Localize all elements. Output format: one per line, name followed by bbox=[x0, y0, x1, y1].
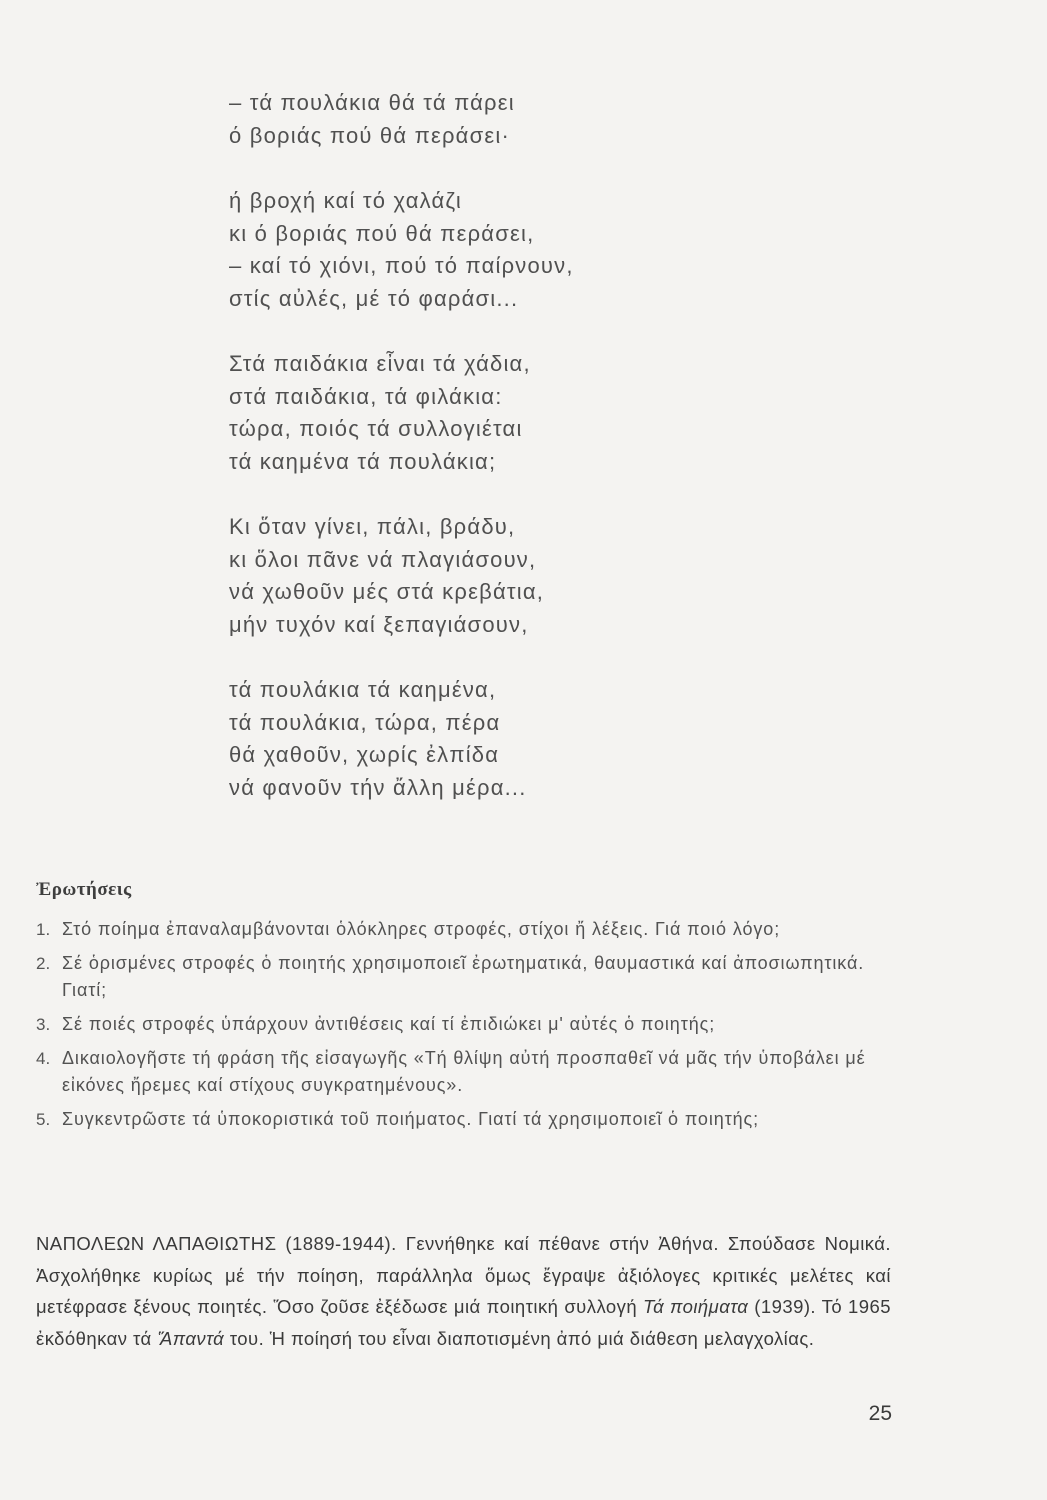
questions-list bbox=[36, 916, 896, 1133]
poem-line: ό βοριάς πού θά περάσει· bbox=[229, 122, 511, 148]
question-text: Συγκεντρῶστε τά ὑποκοριστικά τοῦ ποιήματος. Γιατί τά χρησιμοποιεῖ ὁ ποιητής; bbox=[62, 1109, 760, 1129]
poem-line: νά χωθοῦν μές στά κρεβάτια, bbox=[229, 579, 545, 604]
question-text: Δικαιολογῆστε τή φράση τῆς εἰσαγωγῆς «Τή θλίψη αὐτή προσπαθεῖ νά μᾶς τήν ὑποβάλει μέ εἰκόνες ἤρεμες καί στίχους συγκρατημένους». bbox=[62, 1048, 866, 1095]
poem-line: θά χαθοῦν, χωρίς ἐλπίδα bbox=[229, 742, 500, 767]
question-text: Σέ ὁρισμένες στροφές ὁ ποιητής χρησιμοποιεῖ ἐρωτηματικά, θαυμαστικά καί ἀποσιωπητικά. Γιατί; bbox=[62, 953, 865, 1000]
poem-line: μήν τυχόν καί ξεπαγιάσουν, bbox=[229, 611, 529, 637]
poem-stanza-3 bbox=[229, 348, 829, 478]
question-number: 1. bbox=[36, 920, 51, 939]
poem-line: στίς αὐλές, μέ τό φαράσι... bbox=[229, 285, 519, 311]
poem-line: – τά πουλάκια θά τά πάρει bbox=[229, 90, 515, 115]
question-item bbox=[36, 1045, 896, 1099]
poem-stanza-5 bbox=[229, 674, 829, 804]
question-item bbox=[36, 950, 896, 1004]
poem-line: Κι ὅταν γίνει, πάλι, βράδυ, bbox=[229, 514, 516, 539]
question-item bbox=[36, 1106, 896, 1133]
questions-section bbox=[36, 878, 896, 1140]
poem-line: – καί τό χιόνι, πού τό παίρνουν, bbox=[229, 253, 574, 278]
question-number: 2. bbox=[36, 954, 51, 973]
question-number: 4. bbox=[36, 1049, 51, 1068]
question-number: 3. bbox=[36, 1015, 51, 1034]
poem-line: ή βροχή καί τό χαλάζι bbox=[229, 188, 462, 213]
poem-line: τώρα, ποιός τά συλλογιέται bbox=[229, 416, 523, 441]
page-number: 25 bbox=[868, 1402, 892, 1425]
bio-text: του. Ἡ ποίησή του εἶναι διαποτισμένη ἀπό μιά διάθεση μελαγχολίας. bbox=[224, 1327, 815, 1349]
question-item bbox=[36, 1011, 896, 1038]
poem-line: κι ό βοριάς πού θά περάσει, bbox=[229, 220, 535, 246]
poem-line: νά φανοῦν τήν ἄλλη μέρα... bbox=[229, 774, 527, 800]
question-number: 5. bbox=[36, 1110, 51, 1129]
bio-book-title: Τά ποιήματα bbox=[643, 1296, 749, 1317]
question-text: Σέ ποιές στροφές ὑπάρχουν ἀντιθέσεις καί τί ἐπιδιώκει μ' αὐτές ὁ ποιητής; bbox=[62, 1014, 716, 1034]
bio-book-title: Ἅπαντά bbox=[157, 1327, 225, 1349]
poem-line: τά πουλάκια τά καημένα, bbox=[229, 677, 497, 702]
poem-line: τά πουλάκια, τώρα, πέρα bbox=[229, 709, 501, 735]
author-biography bbox=[36, 1228, 891, 1354]
question-item bbox=[36, 916, 896, 943]
poem-line: στά παιδάκια, τά φιλάκια: bbox=[229, 383, 503, 409]
poem-line: τά καημένα τά πουλάκια; bbox=[229, 448, 497, 474]
poem-stanza-2 bbox=[229, 185, 829, 315]
poem bbox=[229, 87, 829, 837]
poem-line: Στά παιδάκια εἶναι τά χάδια, bbox=[229, 351, 531, 376]
poem-stanza-4 bbox=[229, 511, 829, 641]
question-text: Στό ποίημα ἐπαναλαμβάνονται ὁλόκληρες στροφές, στίχοι ἤ λέξεις. Γιά ποιό λόγο; bbox=[62, 919, 781, 939]
questions-heading: Ἐρωτήσεις bbox=[36, 879, 132, 900]
poem-stanza-1 bbox=[229, 87, 829, 152]
bio-text: (1939). Τό 1965 ἐκδόθηκαν τά bbox=[36, 1296, 891, 1349]
bio-text: ΝΑΠΟΛΕΩΝ ΛΑΠΑΘΙΩΤΗΣ (1889-1944). Γεννήθηκε καί πέθανε στήν Ἀθήνα. Σπούδασε Νομικά. Ἀσχολήθηκε κυρίως μέ τήν ποίηση, παράλληλα ὅμως ἔγραψε ἀξιόλογες κριτικές μελέτες καί μετέφρασε ξένους ποιητές. Ὅσο ζοῦσε ἐξέδωσε μιά ποιητική συλλογή bbox=[36, 1233, 891, 1317]
poem-line: κι ὅλοι πᾶνε νά πλαγιάσουν, bbox=[229, 546, 537, 572]
